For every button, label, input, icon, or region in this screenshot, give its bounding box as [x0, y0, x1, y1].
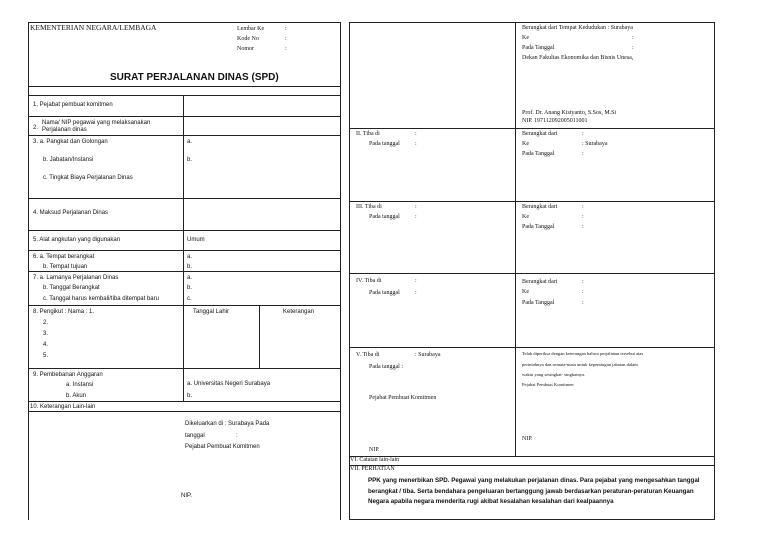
- row7-label-a: 7. a. Lamanya Perjalanan Dinas: [33, 275, 119, 281]
- sec5-official: Pejabat Pembuat Komitmen: [369, 395, 437, 401]
- sec5-date-label: Pada tanggal :: [369, 364, 403, 370]
- verification-line-3: waktu yang sesingkat- singkatnya.: [522, 372, 586, 377]
- dean-nip: NIP. 197112092005011001: [522, 118, 588, 124]
- sec4-depart-label: Berangkat dari: [522, 279, 558, 285]
- row3-label-c: c. Tingkat Biaya Perjalanan Dinas: [43, 175, 133, 181]
- row9-value-b: b.: [187, 393, 193, 399]
- sec2-date-sep-right: :: [582, 151, 584, 157]
- other-notes-label: VI. Catatan lain-lain: [350, 457, 400, 463]
- code-no-label: Kode No: [237, 36, 259, 42]
- depart-from-label: Berangkat dari Tempat Kedudukan : Surabaya: [522, 25, 633, 31]
- sec4-date-sep-right: :: [582, 300, 584, 306]
- number-label: Nomor: [237, 46, 254, 52]
- row7-label-c: c. Tanggal harus kembali/tiba ditempat baru: [43, 296, 159, 302]
- row5-value: Umum: [187, 237, 205, 243]
- dean-name: Prof. Dr. Anang Kistyanto, S.Sos, M.Si: [522, 110, 617, 116]
- sec4-depart-sep: :: [582, 279, 584, 285]
- depart-to-label: Ke: [522, 35, 529, 41]
- row10-label: 10. Keterangan Lain-lain: [30, 404, 96, 410]
- row1-label: 1. Pejabat pembuat komitmen: [33, 102, 113, 108]
- sec3-date-label-right: Pada Tanggal: [522, 224, 555, 230]
- sec3-arrive-label: III. Tiba di: [356, 204, 382, 210]
- row8-note-header: Keterangan: [283, 309, 315, 315]
- sec3-date-sep-right: :: [582, 224, 584, 230]
- document-title: SURAT PERJALANAN DINAS (SPD): [110, 72, 279, 83]
- code-no-sep: :: [285, 36, 287, 42]
- sec2-date-label-right: Pada Tanggal: [522, 151, 555, 157]
- depart-to-sep: :: [632, 35, 634, 41]
- sheet-no-sep: :: [285, 26, 287, 32]
- dean-title: Dekan Fakultas Ekonomika dan Bisnis Unesa,: [522, 55, 634, 61]
- row3-label-a: 3. a. Pangkat dan Golongan: [33, 139, 108, 145]
- sec4-to-label: Ke: [522, 289, 529, 295]
- verification-line-1: Telah diperiksa dengan keterangan bahwa perjalanan tersebut atas: [522, 351, 644, 356]
- row6-label-a: 6. a. Tempat berangkat: [33, 254, 95, 260]
- row8-label: 8. Pengikut : Nama : 1.: [33, 309, 95, 315]
- sec4-to-sep: :: [582, 289, 584, 295]
- sec3-depart-label: Berangkat dari: [522, 204, 558, 210]
- sec2-depart-label: Berangkat dari: [522, 131, 558, 137]
- row9-value-a: a. Universitas Negeri Surabaya: [187, 381, 271, 387]
- number-sep: :: [285, 46, 287, 52]
- follower-item: 4.: [43, 342, 49, 348]
- sec3-arrive-sep: :: [415, 204, 417, 210]
- sec4-date-sep: :: [415, 290, 417, 296]
- depart-date-label: Pada Tanggal: [522, 45, 555, 51]
- row6-value-b: b.: [187, 264, 193, 270]
- sheet-no-label: Lembar Ke: [237, 26, 265, 32]
- row8-birthdate-header: Tanggal Lahir: [193, 309, 230, 315]
- issued-official: Pejabat Pembuat Komitmen: [185, 444, 260, 450]
- sec5-arrive-value: : Surabaya: [415, 352, 441, 358]
- verification-nip: NIP.: [522, 436, 533, 442]
- row3-label-b: b. Jabatan/Instansi: [43, 157, 94, 163]
- sec4-arrive-label: IV. Tiba di: [356, 278, 382, 284]
- row4-label: 4. Maksud Perjalanan Dinas: [33, 210, 109, 216]
- issued-date-sep: :: [236, 433, 238, 439]
- sec2-date-label: Pada tanggal: [369, 141, 400, 147]
- row3-value-b: b.: [187, 157, 193, 163]
- follower-item: 3.: [43, 331, 49, 337]
- row9-label-a: a. Instansi: [66, 382, 94, 388]
- row7-value-b: b.: [187, 285, 193, 291]
- sec2-arrive-sep: :: [415, 131, 417, 137]
- sec2-to-label: Ke: [522, 141, 529, 147]
- sec3-date-label: Pada tanggal: [369, 214, 400, 220]
- verification-line-2: perintahnya dan semata-mata untuk kepentingan jabatan dalam: [522, 362, 638, 367]
- attention-notice: PPK yang menerbikan SPD. Pegawai yang melakukan perjalanan dinas. Para pejabat yang mengesahkan tanggal berangkat / tiba. Serta bendahara pengeluaran bertanggung jawab berdasarkan peraturan-peraturan Keuangan Negara apabila negara menderita rugi akibat kesalahan kesalahan dari kealpaannya: [368, 477, 700, 505]
- verification-official: Pejabat Pembuat Komitmen: [522, 382, 574, 387]
- sec3-to-sep: :: [582, 214, 584, 220]
- row3-value-a: a.: [187, 139, 193, 145]
- sec3-date-sep: :: [415, 214, 417, 220]
- issued-nip: NIP.: [181, 493, 192, 499]
- sec5-nip: NIP.: [369, 447, 380, 453]
- row6-value-a: a.: [187, 254, 193, 260]
- sec2-date-sep: :: [415, 141, 417, 147]
- sec4-date-label: Pada tanggal: [369, 290, 400, 296]
- row2-label-b: Perjalanan dinas: [42, 127, 87, 133]
- sec2-arrive-label: II. Tiba di: [356, 131, 380, 137]
- row2-label-a: Nama/ NIP pegawai yang melaksanakan: [42, 120, 151, 126]
- row7-label-b: b. Tanggal Berangkat: [43, 285, 100, 291]
- row5-label: 5. Alat angkutan yang digunakan: [33, 237, 121, 243]
- issued-date-label: tanggal: [185, 433, 205, 439]
- row9-label: 9. Pembebanan Anggaran: [33, 372, 103, 378]
- follower-item: 5.: [43, 353, 49, 359]
- row9-label-b: b. Akun: [66, 393, 87, 399]
- sec2-depart-sep: :: [582, 131, 584, 137]
- row2-number: 2.: [33, 125, 39, 131]
- row7-value-a: a.: [187, 275, 193, 281]
- attention-label: VII. PERHATIAN: [350, 466, 395, 472]
- sec3-to-label: Ke: [522, 214, 529, 220]
- follower-item: 2.: [43, 320, 49, 326]
- depart-date-sep: :: [632, 45, 634, 51]
- row6-label-b: b. Tempat tujuan: [43, 264, 88, 270]
- sec4-arrive-sep: :: [415, 278, 417, 284]
- ministry-label: KEMENTERIAN NEGARA/LEMBAGA: [30, 23, 157, 32]
- sec5-arrive-label: V. Tiba di: [356, 352, 380, 358]
- issued-at: Dikeluarkan di : Surabaya Pada: [185, 421, 270, 427]
- sec2-to-value: : Surabaya: [582, 141, 608, 147]
- row7-value-c: c.: [187, 296, 192, 302]
- sec4-date-label-right: Pada Tanggal: [522, 300, 555, 306]
- sec3-depart-sep: :: [582, 204, 584, 210]
